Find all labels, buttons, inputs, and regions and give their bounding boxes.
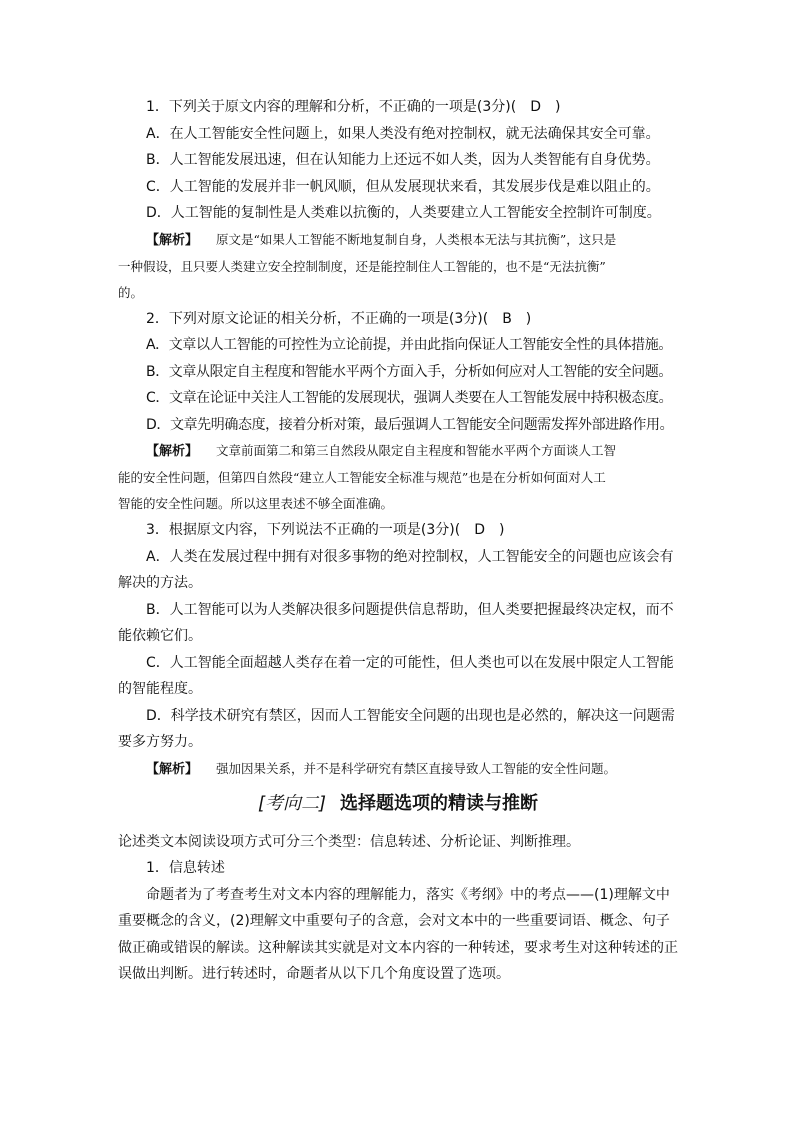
question-1-option-d: D．人工智能的复制性是人类难以抗衡的，人类要建立人工智能安全控制许可制度。 <box>146 205 661 221</box>
section-heading <box>118 789 678 819</box>
question-3-option-c-cont: 的智能程度。 <box>118 681 202 697</box>
analysis-text: 的。 <box>118 284 144 300</box>
analysis-tag: 【解析】 <box>146 232 199 248</box>
question-2-option-d: D．文章先明确态度，接着分析对策，最后强调人工智能安全问题需发挥外部进路作用。 <box>146 416 674 433</box>
question-1-analysis <box>118 227 678 306</box>
analysis-text: 原文是“如果人工智能不断地复制自身，人类根本无法与其抗衡”，这只是 <box>216 231 617 247</box>
analysis-text: 强加因果关系，并不是科学研究有禁区直接导致人工智能的安全性问题。 <box>216 760 617 776</box>
analysis-text: 能的安全性问题，但第四自然段“建立人工智能安全标准与规范”也是在分析如何面对人工 <box>118 470 606 485</box>
analysis-tag: 【解析】 <box>146 761 199 777</box>
question-3-option-a: A．人类在发展过程中拥有对很多事物的绝对控制权，人工智能安全的问题也应该会有 <box>146 548 674 565</box>
section-title: 选择题选项的精读与推断 <box>340 792 539 814</box>
question-2-option-c: C．文章在论证中关注人工智能的发展现状，强调人类要在人工智能发展中持积极态度。 <box>146 390 673 406</box>
body-paragraph-line: 做正确或错误的解读。这种解读其实就是对文本内容的一种转述，要求考生对这种转述的正 <box>118 939 678 956</box>
question-3-analysis <box>118 756 678 783</box>
question-1-stem: 1．下列关于原文内容的理解和分析，不正确的一项是(3分)( D ) <box>146 99 561 115</box>
question-1-option-b: B．人工智能发展迅速，但在认知能力上还远不如人类，因为人类智能有自身优势。 <box>146 152 660 168</box>
question-3-option-a-cont: 解决的方法。 <box>118 575 202 591</box>
document-content <box>118 94 678 988</box>
analysis-text: 智能的安全性问题。所以这里表述不够全面准确。 <box>118 496 394 511</box>
question-3-stem: 3．根据原文内容，下列说法不正确的一项是(3分)( D ) <box>146 522 505 538</box>
body-intro: 论述类文本阅读设项方式可分三个类型：信息转述、分析论证、判断推理。 <box>118 833 580 850</box>
body-paragraph-line: 重要概念的含义，(2)理解文中重要句子的含意，会对文本中的一些重要词语、概念、句子 <box>118 913 670 929</box>
question-2-option-b: B．文章从限定自主程度和智能水平两个方面入手，分析如何应对人工智能的安全问题。 <box>146 363 673 380</box>
analysis-text: 一种假设，且只要人类建立安全控制制度，还是能控制住人工智能的，也不是“无法抗衡” <box>118 258 606 274</box>
analysis-text: 文章前面第二和第三自然段从限定自主程度和智能水平两个方面谈人工智 <box>216 443 617 458</box>
body-subheading: 1．信息转述 <box>146 860 225 876</box>
question-3-option-c: C．人工智能全面超越人类存在着一定的可能性，但人类也可以在发展中限定人工智能 <box>146 654 674 671</box>
question-3-option-b: B．人工智能可以为人类解决很多问题提供信息帮助，但人类要把握最终决定权，而不 <box>146 601 674 618</box>
question-2-analysis <box>118 438 678 517</box>
body-paragraph-line: 命题者为了考查考生对文本内容的理解能力，落实《考纲》中的考点——(1)理解文中 <box>146 886 670 903</box>
question-2-option-a: A．文章以人工智能的可控性为立论前提，并由此指向保证人工智能安全性的具体措施。 <box>146 337 672 353</box>
question-3-option-d: D．科学技术研究有禁区，因而人工智能安全问题的出现也是必然的，解决这一问题需 <box>146 707 675 724</box>
section-bracket-label: [考向二] <box>257 792 327 814</box>
question-3-option-d-cont: 要多方努力。 <box>118 734 202 750</box>
body-paragraph-line: 误做出判断。进行转述时，命题者从以下几个角度设置了选项。 <box>118 966 510 982</box>
question-3-option-b-cont: 能依赖它们。 <box>118 628 202 644</box>
analysis-tag: 【解析】 <box>146 444 199 459</box>
question-2-stem: 2．下列对原文论证的相关分析，不正确的一项是(3分)( B ) <box>146 310 532 327</box>
question-1-option-c: C．人工智能的发展并非一帆风顺，但从发展现状来看，其发展步伐是难以阻止的。 <box>146 178 660 195</box>
question-1-option-a: A．在人工智能安全性问题上，如果人类没有绝对控制权，就无法确保其安全可靠。 <box>146 125 660 142</box>
